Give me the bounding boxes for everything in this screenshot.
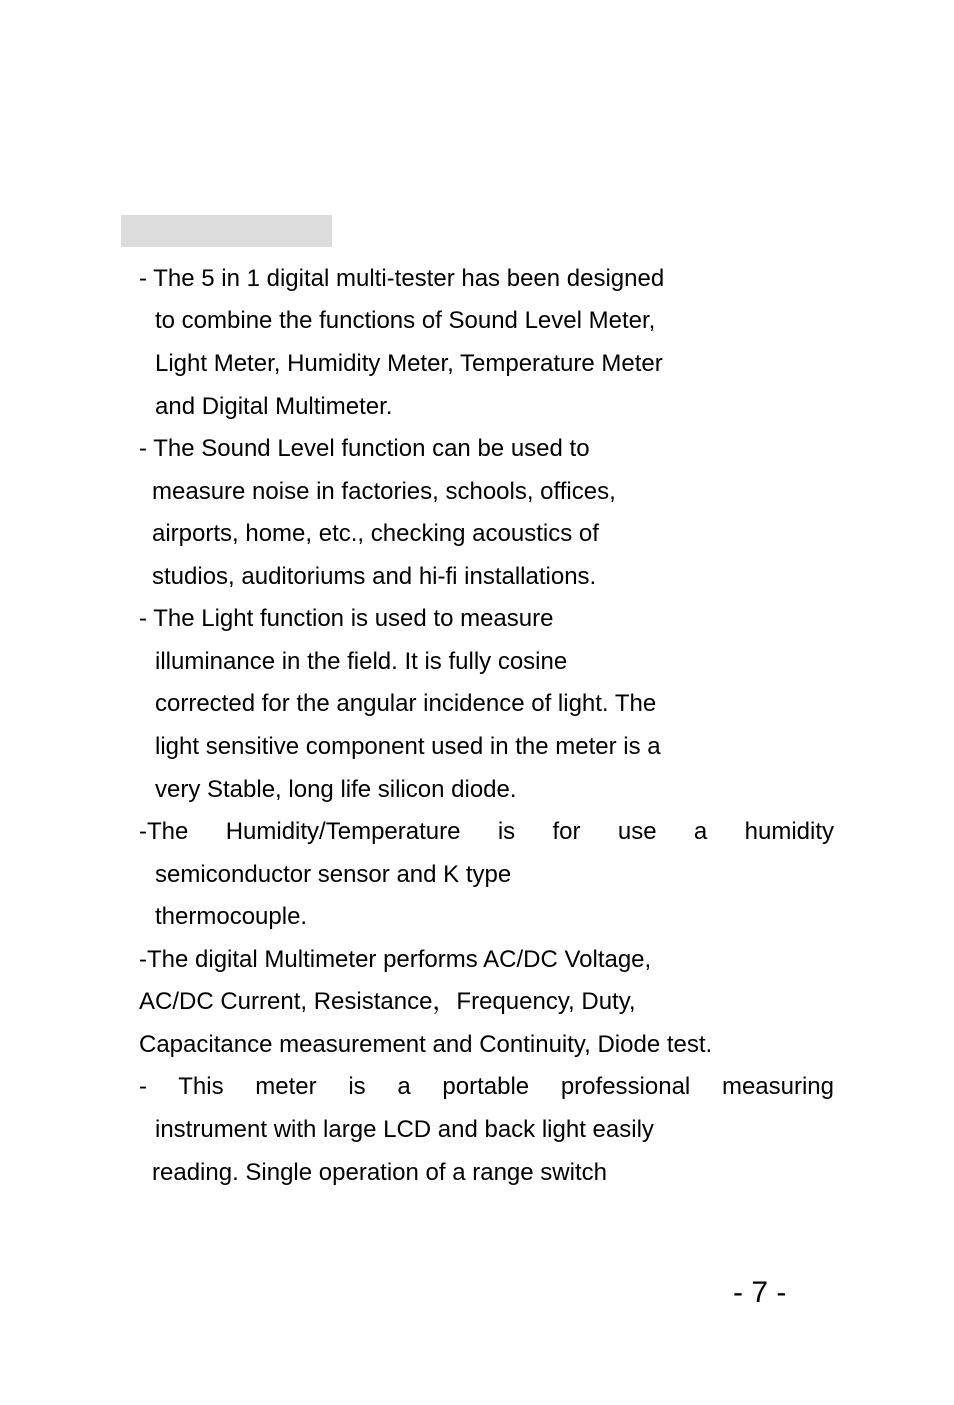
text-line: studios, auditoriums and hi-fi installations. xyxy=(152,563,597,590)
page-number: - 7 - xyxy=(733,1276,787,1309)
text-line: measure noise in factories, schools, offices, xyxy=(152,478,616,505)
text-line: - The 5 in 1 digital multi-tester has been designed xyxy=(139,265,665,292)
text-line: - The Light function is used to measure xyxy=(139,605,554,632)
text-line: reading. Single operation of a range switch xyxy=(152,1159,607,1186)
text-line: -The digital Multimeter performs AC/DC Voltage, xyxy=(139,946,652,973)
section-heading-highlight xyxy=(121,215,332,247)
text-line: - The Sound Level function can be used to xyxy=(139,435,590,462)
text-line: to combine the functions of Sound Level Meter, xyxy=(155,307,656,334)
text-line: Capacitance measurement and Continuity, Diode test. xyxy=(139,1031,713,1058)
text-line: instrument with large LCD and back light easily xyxy=(155,1116,654,1143)
text-line: and Digital Multimeter. xyxy=(155,393,393,420)
text-line: corrected for the angular incidence of light. The xyxy=(155,690,657,717)
text-line: light sensitive component used in the meter is a xyxy=(155,733,661,760)
text-line: semiconductor sensor and K type xyxy=(155,861,512,888)
text-line: very Stable, long life silicon diode. xyxy=(155,776,517,803)
text-line: illuminance in the field. It is fully cosine xyxy=(155,648,568,675)
text-line: AC/DC Current, Resistance，Frequency, Duty, xyxy=(139,988,636,1015)
text-line: thermocouple. xyxy=(155,903,308,930)
text-line: Light Meter, Humidity Meter, Temperature Meter xyxy=(155,350,663,377)
text-line: -The Humidity/Temperature is for use a humidity xyxy=(139,818,834,845)
text-line: - This meter is a portable professional measuring xyxy=(139,1073,834,1100)
text-line: airports, home, etc., checking acoustics of xyxy=(152,520,599,547)
